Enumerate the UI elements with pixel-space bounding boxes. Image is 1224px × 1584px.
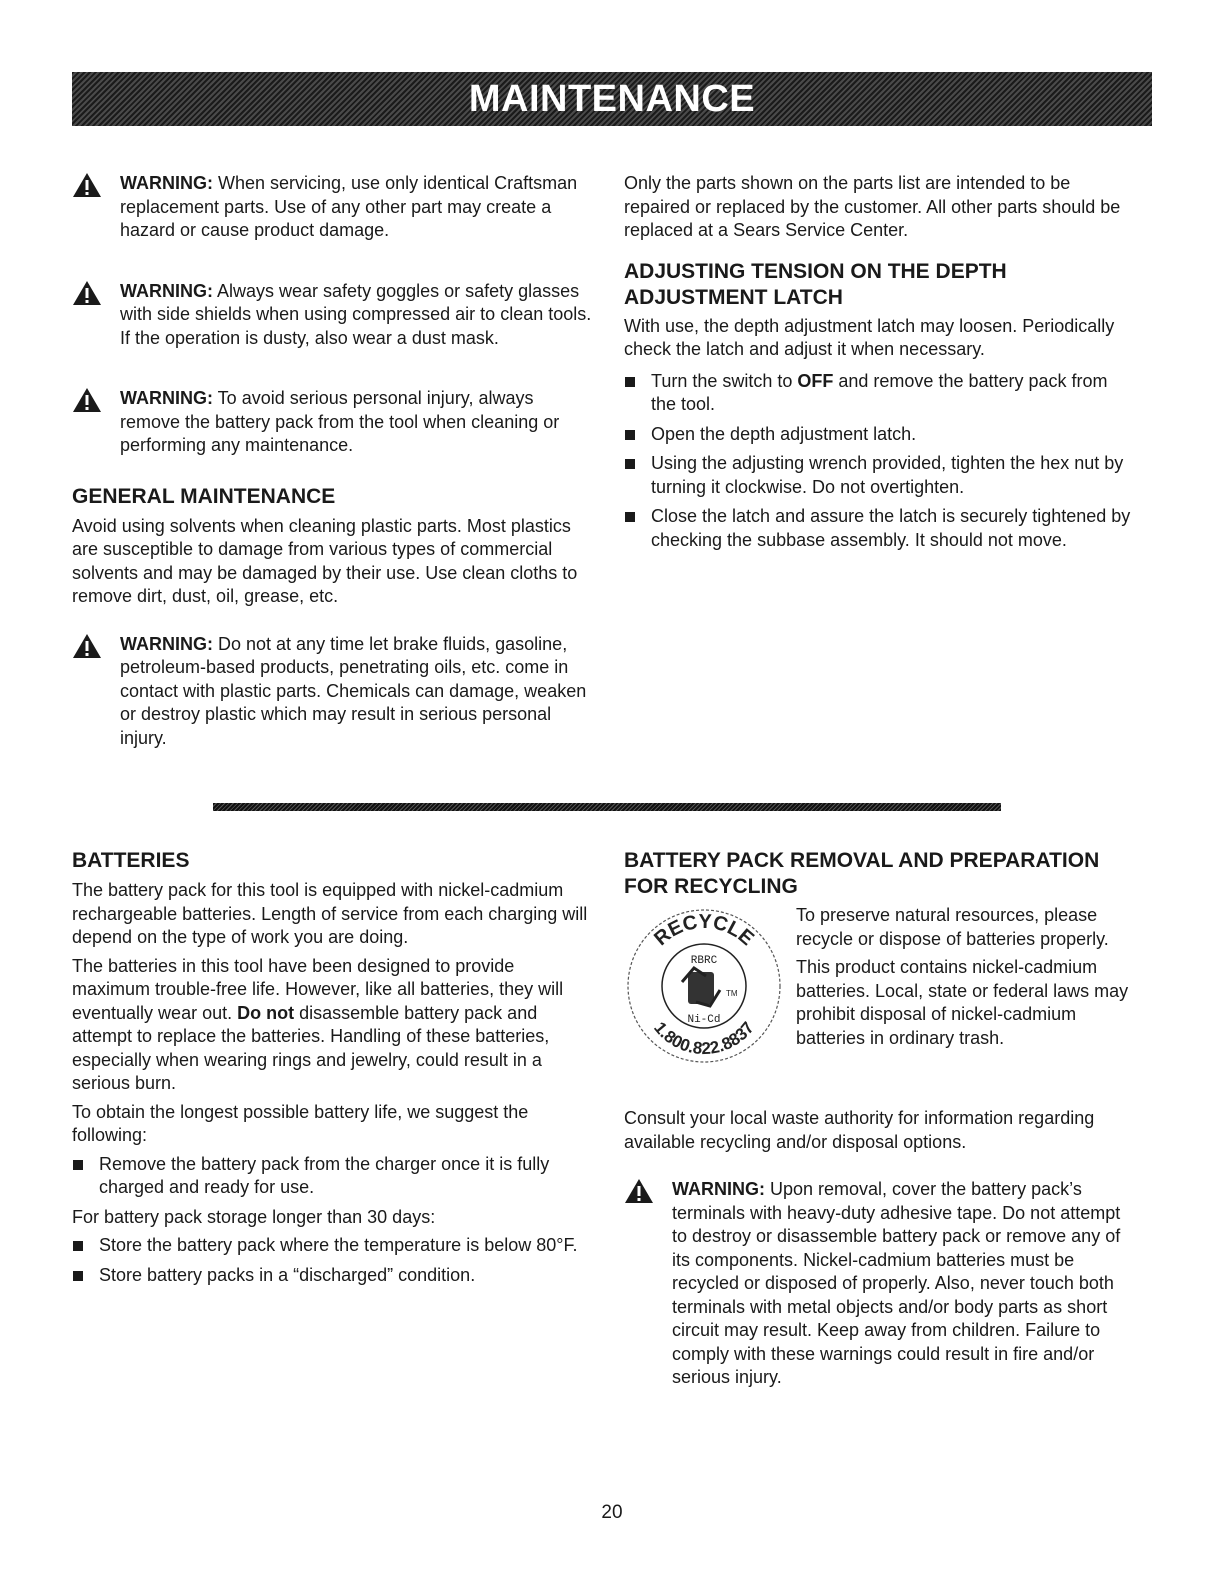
batteries-section [72,848,592,1293]
page-number: 20 [601,1502,623,1523]
warning-text: Always wear safety goggles or safety glasses with side shields when using compressed air to clean tools. If the operation is dusty, also wear a dust mask. [120,280,592,348]
recycling-text: This product contains nickel-cadmium batteries. Local, state or federal laws may prohibit disposal of nickel-cadmium batteries in ordinary trash. [796,957,1129,1048]
warning-block [72,387,592,458]
recycling-text: To preserve natural resources, please recycle or dispose of batteries properly. [796,905,1109,949]
svg-text:1.800.822.8837: 1.800.822.8837 [650,1018,758,1059]
batteries-text: The battery pack for this tool is equipped with nickel-cadmium rechargeable batteries. Length of service from each charging will depend on the type of work you are doing. [72,880,588,947]
warning-block [72,280,592,351]
recycling-info [624,904,1134,1107]
svg-text:RBRC: RBRC [690,955,718,967]
list-item: Store battery packs in a “discharged” condition. [72,1264,592,1288]
warning-block [72,633,592,751]
general-maintenance-heading: GENERAL MAINTENANCE [72,484,336,508]
batteries-text: For battery pack storage longer than 30 days: [72,1206,436,1227]
list-item: Store the battery pack where the temperature is below 80°F. [72,1234,592,1258]
warning-triangle-icon [72,280,102,306]
list-item: Remove the battery pack from the charger once it is fully charged and ready for use. [72,1153,592,1200]
recycling-heading: BATTERY PACK REMOVAL AND PREPARATION FOR RECYCLING [624,849,1100,898]
batteries-text: To obtain the longest possible battery life, we suggest the following: [72,1101,529,1145]
warning-label: WARNING: [120,280,213,301]
section-divider [213,803,1001,811]
parts-intro-text: Only the parts shown on the parts list are intended to be repaired or replaced by the customer. All other parts should be replaced at a Sears Service Center. [624,173,1121,240]
warning-triangle-icon [624,1178,654,1204]
warning-triangle-icon [72,387,102,413]
right-top-column [624,172,1134,558]
batteries-heading: BATTERIES [72,849,190,872]
warning-triangle-icon [72,633,102,659]
svg-text:TM: TM [726,989,738,998]
warning-label: WARNING: [120,388,213,408]
warning-text: To avoid serious personal injury, always remove the battery pack from the tool when cleaning or performing any maintenance. [120,388,560,455]
warning-text: Do not at any time let brake fluids, gasoline, petroleum-based products, penetrating oils, etc. come in contact with plastic parts. Chemicals can damage, weaken or destroy plastic which may result in serious personal injury. [120,633,587,748]
batteries-list [72,1153,592,1200]
batteries-text: The batteries in this tool have been designed to provide maximum trouble-free life. However, like all batteries, they will eventually wear out. Do not disassemble battery pack and attempt to replace the batteries. Handling of these batteries, especially when wearing rings and jewelry, could result in a serious burn. [72,955,564,1093]
batteries-list [72,1234,592,1287]
svg-text:RECYCLE: RECYCLE [650,910,758,951]
adjust-latch-heading: ADJUSTING TENSION ON THE DEPTH ADJUSTMENT LATCH [624,259,1007,309]
warning-label: WARNING: [120,633,213,654]
section-banner [72,72,1152,126]
recycling-text: Consult your local waste authority for information regarding available recycling and/or disposal options. [624,1108,1095,1152]
warning-block [72,172,592,243]
warning-triangle-icon [72,172,102,198]
list-item: Turn the switch to OFF and remove the battery pack from the tool. [624,370,1134,417]
warning-text: Upon removal, cover the battery pack’s terminals with heavy-duty adhesive tape. Do not attempt to destroy or disassemble battery pack or remove any of its components. Nickel-cadmium batteries must be recycled or disposed of properly. Also, never touch both terminals with metal objects and/or body parts as short circuit may result. Keep away from children. Failure to comply with these warnings could result in fire and/or serious injury. [672,1179,1121,1387]
recycling-text-block [796,904,1144,1050]
adjust-steps-list [624,370,1134,553]
warning-label: WARNING: [672,1179,765,1199]
recycling-section [624,848,1134,1390]
list-item: Close the latch and assure the latch is securely tightened by checking the subbase assembly. It should not move. [624,505,1134,552]
page-title: MAINTENANCE [468,77,756,120]
adjust-latch-text: With use, the depth adjustment latch may loosen. Periodically check the latch and adjust it when necessary. [624,315,1115,359]
list-item: Using the adjusting wrench provided, tighten the hex nut by turning it clockwise. Do not overtighten. [624,452,1134,499]
warning-label: WARNING: [120,173,213,193]
svg-text:Ni-Cd: Ni-Cd [687,1014,721,1026]
list-item: Open the depth adjustment latch. [624,423,1134,447]
general-maintenance-text: Avoid using solvents when cleaning plastic parts. Most plastics are susceptible to damage from various types of commercial solvents and may be damaged by their use. Use clean cloths to remove dirt, dust, oil, grease, etc. [72,515,578,606]
warning-block [624,1178,1134,1390]
left-top-column [72,172,592,750]
warning-text: When servicing, use only identical Craftsman replacement parts. Use of any other part may create a hazard or cause product damage. [120,173,578,240]
rbrc-recycle-seal-icon [624,906,784,1066]
